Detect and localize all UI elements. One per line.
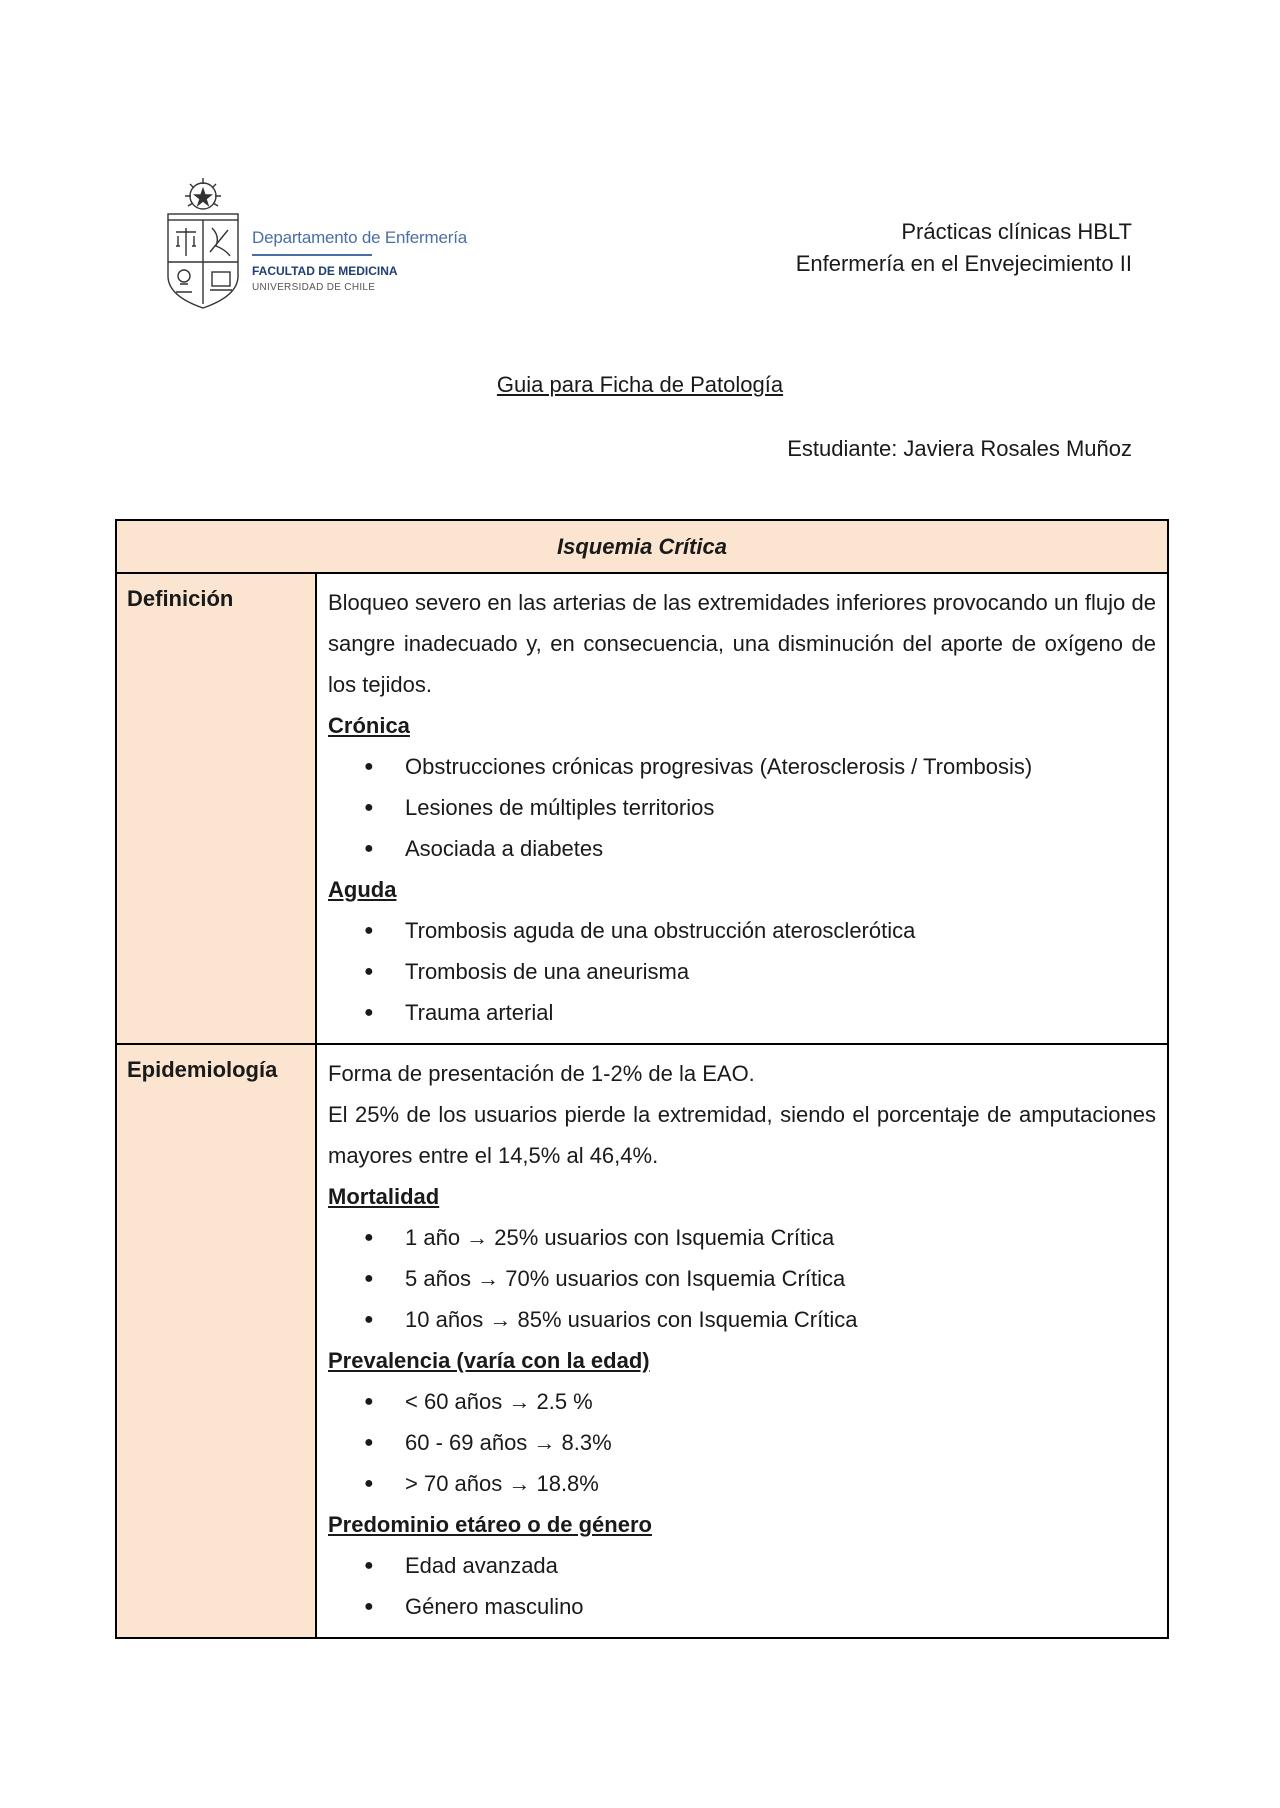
table-row-definicion <box>116 573 1168 1044</box>
section-heading: Prevalencia (varía con la edad) <box>328 1348 650 1373</box>
list-item: ● Obstrucciones crónicas progresivas (Aterosclerosis / Trombosis) <box>328 746 1156 787</box>
table-title-row <box>116 520 1168 573</box>
course-line-2: Enfermería en el Envejecimiento II <box>795 251 1132 276</box>
logo-divider <box>252 254 372 256</box>
student-line <box>787 436 1132 462</box>
list-item: ● > 70 años → 18.8% <box>328 1463 1156 1504</box>
epidemiology-text: El 25% de los usuarios pierde la extremidad, siendo el porcentaje de amputaciones mayores entre el 14,5% al 46,4%. <box>328 1102 1156 1168</box>
list-item: ● Género masculino <box>328 1586 1156 1627</box>
list-item: ● 5 años → 70% usuarios con Isquemia Crítica <box>328 1258 1156 1299</box>
list-item: ● 1 año → 25% usuarios con Isquemia Crítica <box>328 1217 1156 1258</box>
list-item: ● Trauma arterial <box>328 992 1156 1033</box>
list-item: ● Asociada a diabetes <box>328 828 1156 869</box>
list-item: ● Edad avanzada <box>328 1545 1156 1586</box>
bullet-list <box>328 910 1156 1033</box>
section-heading: Mortalidad <box>328 1184 440 1209</box>
table-title: Isquemia Crítica <box>116 520 1168 573</box>
bullet-list <box>328 1217 1156 1340</box>
row-label: Definición <box>116 573 316 1044</box>
row-content <box>316 1044 1168 1638</box>
list-item: ● 10 años → 85% usuarios con Isquemia Crítica <box>328 1299 1156 1340</box>
document-title <box>0 372 1280 398</box>
course-header <box>796 216 1132 280</box>
section-heading: Aguda <box>328 877 397 902</box>
student-name: Javiera Rosales Muñoz <box>903 436 1132 461</box>
logo-faculty: FACULTAD DE MEDICINA <box>252 264 398 278</box>
shield-crest-icon <box>160 176 246 312</box>
table-row-epidemiologia <box>116 1044 1168 1638</box>
section-heading: Crónica <box>328 713 410 738</box>
section-heading: Predominio etáreo o de género <box>328 1512 652 1537</box>
bullet-list <box>328 746 1156 869</box>
list-item: ● Lesiones de múltiples territorios <box>328 787 1156 828</box>
pathology-table <box>115 519 1169 1639</box>
definition-text: Bloqueo severo en las arterias de las extremidades inferiores provocando un flujo de sangre inadecuado y, en consecuencia, una disminución del aporte de oxígeno de los tejidos. <box>328 590 1156 697</box>
course-line-1: Prácticas clínicas HBLT <box>901 219 1132 244</box>
list-item: ● 60 - 69 años → 8.3% <box>328 1422 1156 1463</box>
row-content <box>316 573 1168 1044</box>
list-item: ● Trombosis de una aneurisma <box>328 951 1156 992</box>
list-item: ● < 60 años → 2.5 % <box>328 1381 1156 1422</box>
bullet-list <box>328 1545 1156 1627</box>
logo-university: UNIVERSIDAD DE CHILE <box>252 282 376 293</box>
university-logo <box>160 176 467 312</box>
document-title-text: Guia para Ficha de Patología <box>496 372 784 397</box>
student-label: Estudiante: <box>787 436 898 461</box>
epidemiology-text: Forma de presentación de 1-2% de la EAO. <box>328 1061 755 1086</box>
bullet-list <box>328 1381 1156 1504</box>
logo-department: Departamento de Enfermería <box>252 228 467 247</box>
list-item: ● Trombosis aguda de una obstrucción aterosclerótica <box>328 910 1156 951</box>
row-label: Epidemiología <box>116 1044 316 1638</box>
